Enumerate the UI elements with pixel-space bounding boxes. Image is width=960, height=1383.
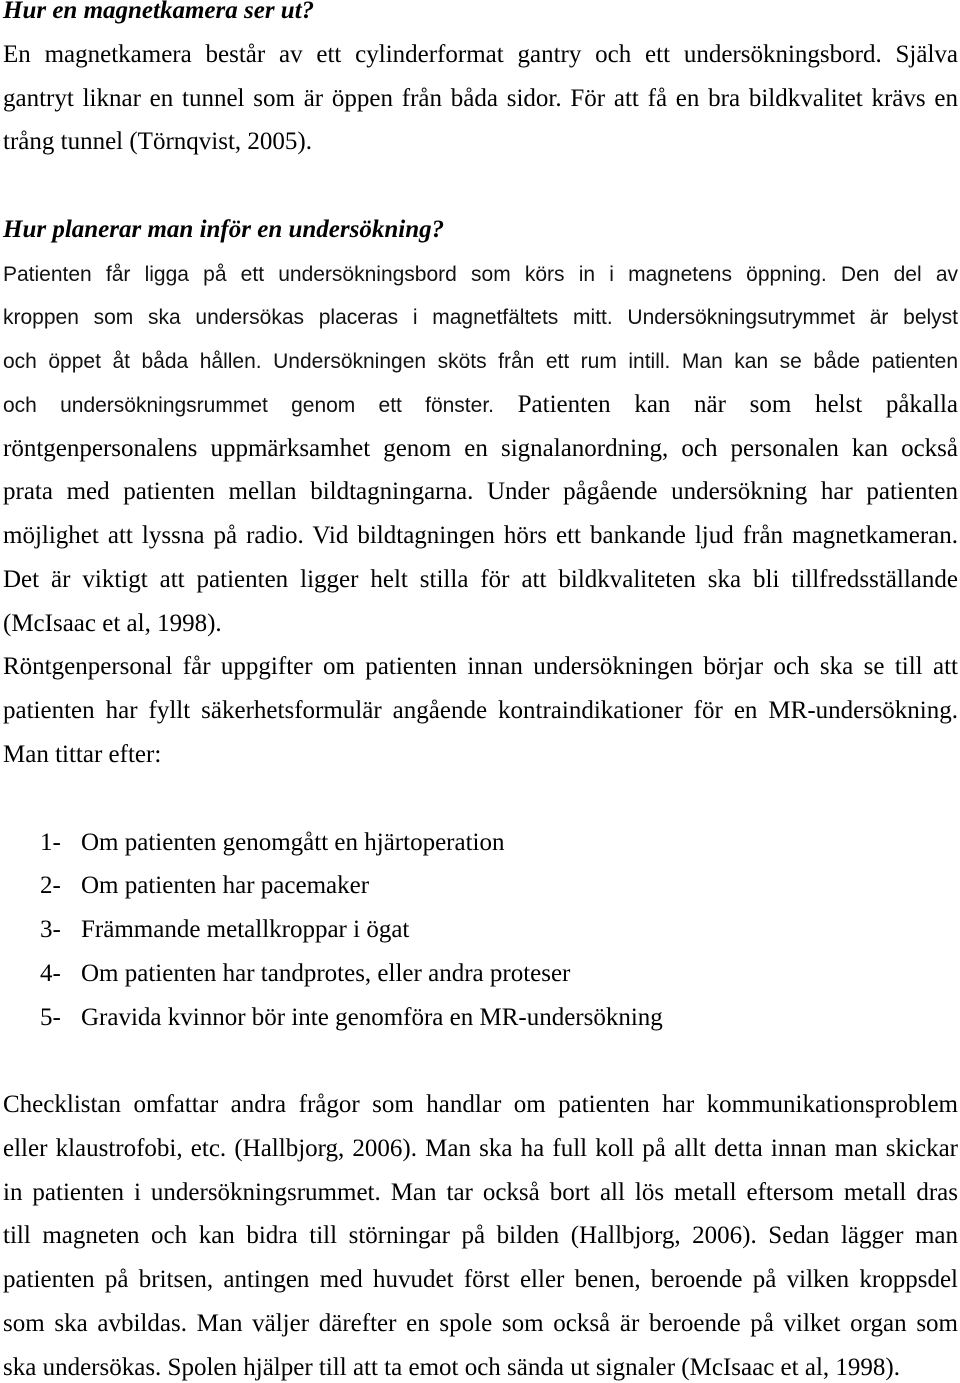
paragraph-line: (McIsaac et al, 1998). (3, 609, 222, 637)
paragraph-line: Röntgenpersonal får uppgifter om patienten innan undersökningen börjar och ska se till att (3, 653, 958, 681)
spacer (3, 788, 958, 832)
list-text: Gravida kvinnor bör inte genomföra en MR-undersökning (81, 1003, 663, 1031)
paragraph-text: Patienten kan när som helst påkalla (517, 390, 958, 418)
list-text: Om patienten har tandprotes, eller andra proteser (81, 959, 571, 987)
paragraph-line (3, 390, 958, 418)
paragraph-text: och undersökningsrummet genom ett fönster. (3, 393, 494, 417)
document-page (3, 0, 958, 1379)
paragraph-line: prata med patienten mellan bildtagningarna. Under pågående undersökning har patienten (3, 478, 958, 506)
paragraph-line: till magneten och kan bidra till störningar på bilden (Hallbjorg, 2006). Sedan lägger man (3, 1222, 958, 1250)
paragraph-line: möjlighet att lyssna på radio. Vid bildtagningen hörs ett bankande ljud från magnetkameran. (3, 522, 958, 550)
paragraph-line: eller klaustrofobi, etc. (Hallbjorg, 2006). Man ska ha full koll på allt detta innan man skickar (3, 1134, 958, 1162)
paragraph-line (3, 306, 958, 328)
list-item (3, 916, 958, 944)
paragraph-line: röntgenpersonalens uppmärksamhet genom en signalanordning, och personalen kan också (3, 434, 958, 462)
paragraph-line: trång tunnel (Törnqvist, 2005). (3, 128, 312, 156)
list-text: Om patienten genomgått en hjärtoperation (81, 828, 505, 856)
list-number: 3- (40, 916, 61, 944)
list-item (3, 959, 958, 987)
list-number: 5- (40, 1003, 61, 1031)
list-item (3, 1003, 958, 1031)
spacer (3, 1050, 958, 1094)
list-item (3, 872, 958, 900)
paragraph-line: Checklistan omfattar andra frågor som handlar om patienten har kommunikationsproblem (3, 1091, 958, 1119)
paragraph-text: och öppet åt båda hållen. Undersökningen sköts från ett rum intill. Man kan se både patienten (3, 350, 958, 374)
list-number: 4- (40, 959, 61, 987)
list-number: 2- (40, 872, 61, 900)
paragraph-line: Man tittar efter: (3, 741, 162, 769)
spacer (3, 175, 958, 219)
list-number: 1- (40, 828, 61, 856)
paragraph-line (3, 350, 958, 372)
paragraph-text: kroppen som ska undersökas placeras i magnetfältets mitt. Undersökningsutrymmet är belyst (3, 306, 958, 330)
paragraph-text: Patienten får ligga på ett undersökningsbord som körs in i magnetens öppning. Den del av (3, 262, 958, 286)
list-item (3, 828, 958, 856)
section-heading-magnetkamera: Hur en magnetkamera ser ut? (3, 0, 315, 24)
paragraph-line: gantryt liknar en tunnel som är öppen från båda sidor. För att få en bra bildkvalitet krävs en (3, 84, 958, 112)
paragraph-line: ska undersökas. Spolen hjälper till att ta emot och sända ut signaler (McIsaac et al, 1998). (3, 1353, 900, 1381)
paragraph-line (3, 263, 958, 285)
section-heading-planering: Hur planerar man inför en undersökning? (3, 215, 445, 243)
list-text: Om patienten har pacemaker (81, 872, 370, 900)
paragraph-line: in patienten i undersökningsrummet. Man tar också bort all lös metall eftersom metall dras (3, 1178, 958, 1206)
paragraph-line: En magnetkamera består av ett cylinderformat gantry och ett undersökningsbord. Själva (3, 40, 958, 68)
paragraph-line: patienten på britsen, antingen med huvudet först eller benen, beroende på vilken kroppsdel (3, 1266, 958, 1294)
paragraph-line: patienten har fyllt säkerhetsformulär angående kontraindikationer för en MR-undersökning. (3, 697, 958, 725)
paragraph-line: som ska avbildas. Man väljer därefter en spole som också är beroende på vilket organ som (3, 1309, 958, 1337)
list-text: Främmande metallkroppar i ögat (81, 916, 410, 944)
paragraph-line: Det är viktigt att patienten ligger helt stilla för att bildkvaliteten ska bli tillfredsställande (3, 565, 958, 593)
